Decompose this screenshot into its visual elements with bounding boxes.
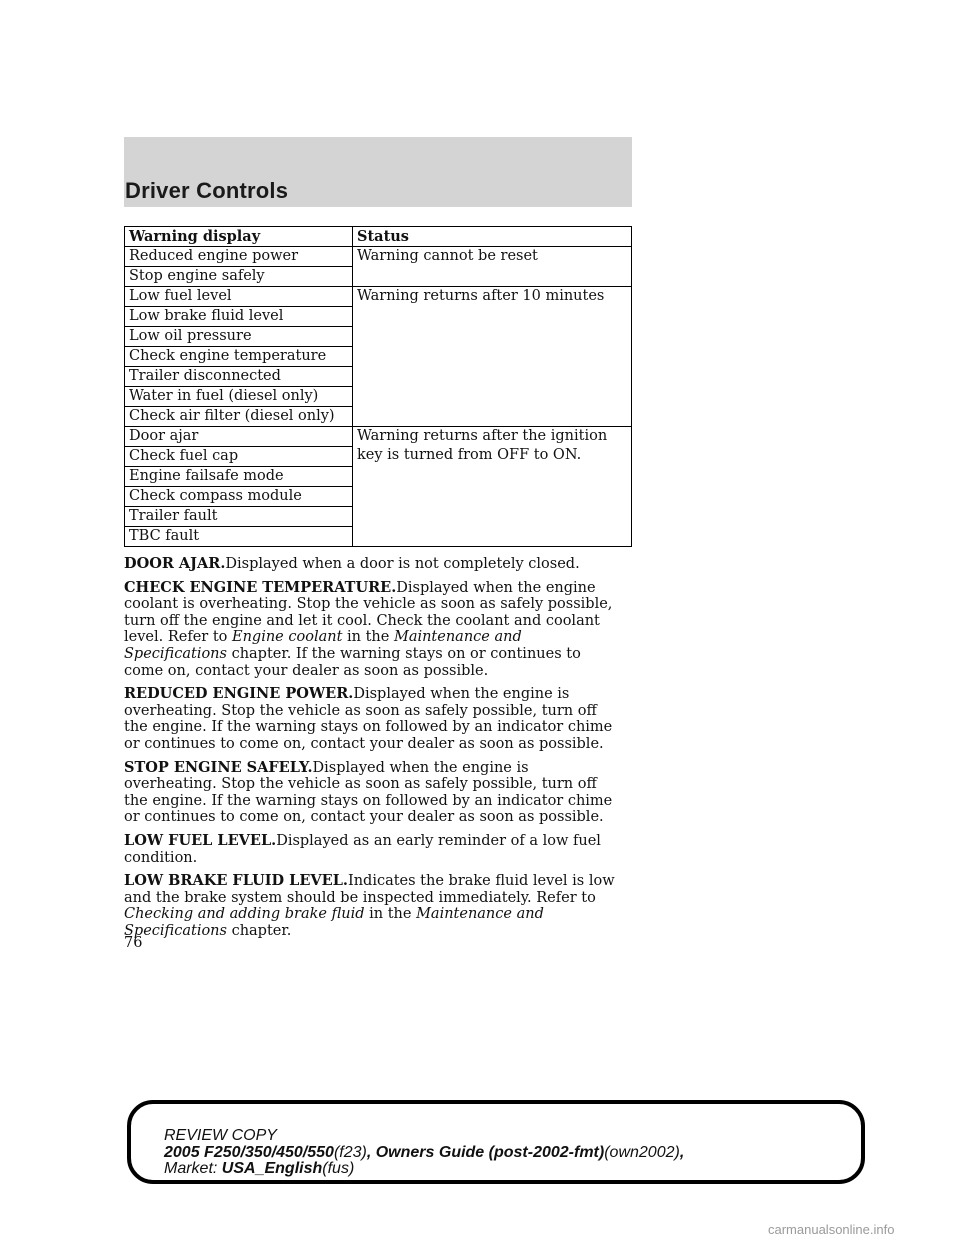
text-segment: chapter. If the warning stays on or continues to come on, contact your dealer as soon as possible. xyxy=(124,645,581,679)
model-name: 2005 F250/350/450/550 xyxy=(164,1143,334,1161)
model-code: (f23) xyxy=(333,1143,367,1161)
paragraph-stop-engine-safely xyxy=(124,760,624,826)
paragraph-reduced-engine-power xyxy=(124,686,624,752)
paragraph-check-engine-temperature xyxy=(124,580,624,680)
page-number: 76 xyxy=(124,935,143,951)
text-low-fuel-level: Displayed as an early reminder of a low fuel condition. xyxy=(124,832,601,866)
separator: , xyxy=(679,1143,685,1161)
text-stop-engine-safely: Displayed when the engine is overheating. Stop the vehicle as soon as safely possible, turn off the engine. If the warning stays on followed by an indicator chime or continues to come on, contact your dealer as soon as possible. xyxy=(124,759,613,826)
market-label: Market: xyxy=(164,1160,218,1177)
review-copy-label: REVIEW COPY xyxy=(164,1127,277,1144)
text-segment: chapter. xyxy=(226,922,292,939)
status-cell: Warning cannot be reset xyxy=(353,247,632,287)
term-check-engine-temperature: CHECK ENGINE TEMPERATURE. xyxy=(124,578,397,596)
warning-cell: Low oil pressure xyxy=(125,327,353,347)
column-header-warning: Warning display xyxy=(125,227,353,247)
market-code: (fus) xyxy=(322,1160,355,1177)
body-text xyxy=(124,556,624,946)
review-copy-market-line xyxy=(164,1161,864,1178)
review-copy-model-line xyxy=(164,1145,864,1162)
warning-cell: Low fuel level xyxy=(125,287,353,307)
text-segment: Displayed when the engine coolant is overheating. Stop the vehicle as soon as safely possible, turn off the engine and let it cool. Check the coolant and coolant level. Refer to xyxy=(124,579,613,646)
paragraph-low-fuel-level xyxy=(124,833,624,866)
warning-cell: Low brake fluid level xyxy=(125,307,353,327)
term-door-ajar: DOOR AJAR. xyxy=(124,555,226,572)
watermark: carmanualsonline.info xyxy=(768,1222,895,1237)
guide-code: (own2002) xyxy=(604,1143,680,1161)
warning-cell: Trailer disconnected xyxy=(125,367,353,387)
warning-cell: Water in fuel (diesel only) xyxy=(125,387,353,407)
column-header-status: Status xyxy=(353,227,632,247)
text-reduced-engine-power: Displayed when the engine is overheating. Stop the vehicle as soon as safely possible, turn off the engine. If the warning stays on followed by an indicator chime or continues to come on, contact your dealer as soon as possible. xyxy=(124,686,613,752)
review-copy-text xyxy=(164,1128,864,1178)
warning-cell: Door ajar xyxy=(125,427,353,447)
status-cell: Warning returns after 10 minutes xyxy=(353,287,632,427)
warning-cell: Reduced engine power xyxy=(125,247,353,267)
warning-cell: TBC fault xyxy=(125,527,353,547)
text-segment: in the xyxy=(342,629,394,646)
warning-table xyxy=(124,226,632,547)
term-low-brake-fluid-level: LOW BRAKE FLUID LEVEL. xyxy=(124,872,348,890)
text-segment: Indicates the brake fluid level is low and the brake system should be inspected immediately. Refer to xyxy=(124,873,615,906)
paragraph-door-ajar xyxy=(124,556,624,573)
table-row xyxy=(125,247,632,267)
warning-cell: Check engine temperature xyxy=(125,347,353,367)
table-row xyxy=(125,427,632,447)
status-cell: Warning returns after the ignition key is turned from OFF to ON. xyxy=(353,427,632,547)
market-value: USA_English xyxy=(221,1160,323,1177)
text-door-ajar: Displayed when a door is not completely closed. xyxy=(225,556,580,572)
reference-brake-fluid: Checking and adding brake fluid xyxy=(124,906,365,923)
term-reduced-engine-power: REDUCED ENGINE POWER. xyxy=(124,685,354,703)
term-low-fuel-level: LOW FUEL LEVEL. xyxy=(124,831,277,849)
warning-cell: Engine failsafe mode xyxy=(125,467,353,487)
warning-cell: Trailer fault xyxy=(125,507,353,527)
table-header-row xyxy=(125,227,632,247)
table-row xyxy=(125,287,632,307)
separator: , xyxy=(366,1143,376,1161)
warning-cell: Check air filter (diesel only) xyxy=(125,407,353,427)
reference-maintenance-chapter: Maintenance and Specifications xyxy=(124,629,522,662)
warning-cell: Check fuel cap xyxy=(125,447,353,467)
reference-engine-coolant: Engine coolant xyxy=(232,629,343,646)
page-title: Driver Controls xyxy=(125,178,289,203)
text-segment: in the xyxy=(364,906,417,923)
warning-cell: Stop engine safely xyxy=(125,267,353,287)
guide-name: Owners Guide (post-2002-fmt) xyxy=(375,1143,605,1161)
paragraph-low-brake-fluid-level xyxy=(124,873,624,939)
reference-maintenance-chapter: Maintenance and Specifications xyxy=(124,906,544,939)
warning-cell: Check compass module xyxy=(125,487,353,507)
term-stop-engine-safely: STOP ENGINE SAFELY. xyxy=(124,758,313,776)
